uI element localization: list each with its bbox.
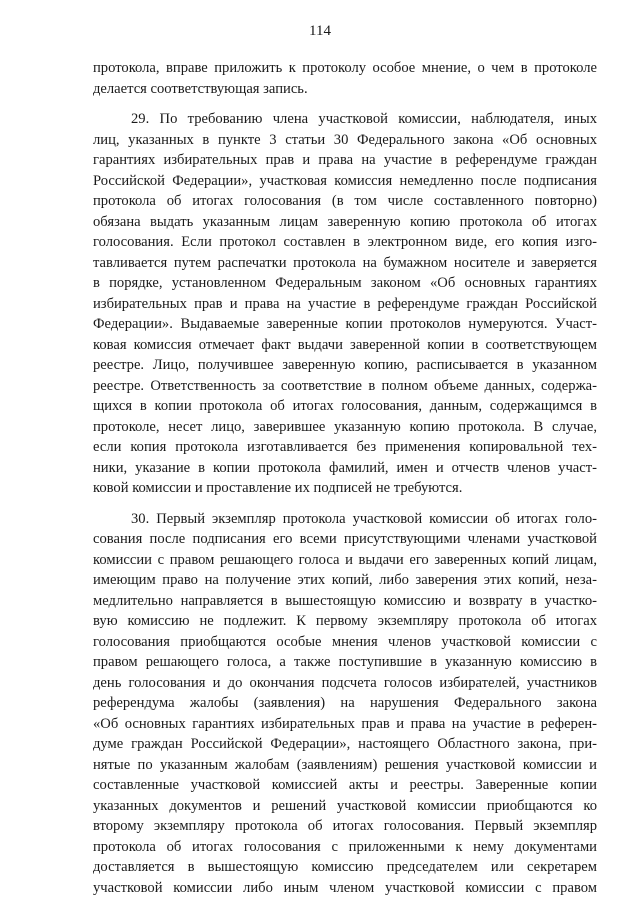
- text-line: избирательных прав и права на участие в референдуме граждан Российской: [93, 295, 597, 312]
- text-line: гарантиях избирательных прав и права на участие в референдуме граждан: [93, 152, 597, 168]
- text-line: правом решающего голоса, а также поступившие в указанную комиссию в: [93, 654, 597, 670]
- text-line: тавливается путем распечатки протокола на бумажном носителе и заверяется: [93, 254, 597, 271]
- text-line: составленные участковой комиссией акты и реестры. Заверенные копии: [93, 777, 597, 793]
- paragraph-continuation: [93, 58, 597, 99]
- text-line: голосования приобщаются особые мнения членов участковой комиссии с: [93, 633, 597, 650]
- text-line: ковая комиссия отмечает факт выдачи заверенной копии в соответствующем: [93, 336, 597, 353]
- paragraph-item-29: [93, 109, 597, 499]
- text-line: протокола об итогах голосования с приложенными к нему документами: [93, 838, 597, 855]
- text-line: реестре. Лицо, получившее заверенную копию, расписывается в указанном: [93, 357, 597, 373]
- text-line: голосования. Если протокол составлен в электронном виде, его копия изго-: [93, 234, 597, 250]
- text-line: указанных документов и решений участковой комиссии приобщаются ко: [93, 797, 597, 814]
- text-line: медлительно направляется в вышестоящую комиссию и возврату в участко-: [93, 592, 597, 609]
- text-line: протокола, вправе приложить к протоколу особое мнение, о чем в протоколе: [93, 60, 597, 76]
- text-line: комиссии с правом решающего голоса и выдачи его заверенных копий лицам,: [93, 551, 597, 568]
- paragraph-item-30: [93, 509, 597, 899]
- text-line: участковой комиссии либо иным членом участковой комиссии с правом: [93, 879, 597, 896]
- text-line: Российской Федерации», участковая комиссия немедленно после подписания: [93, 172, 597, 189]
- text-line: второму экземпляру протокола об итогах голосования. Первый экземпляр: [93, 818, 597, 834]
- text-line: щихся в копии протокола об итогах голосования, данным, содержащимся в: [93, 398, 597, 414]
- text-line: ковой комиссии и проставление их подписей не требуются.: [93, 480, 463, 496]
- text-line: Федерации». Выдаваемые заверенные копии протоколов нумеруются. Участ-: [93, 316, 597, 332]
- text-line: в порядке, установленном Федеральным законом «Об основных гарантиях: [93, 275, 597, 291]
- text-line: протокола об итогах голосования (в том числе составленного повторно): [93, 193, 597, 209]
- text-line: если копия протокола изготавливается без применения копировальной тех-: [93, 439, 597, 455]
- text-line: 30. Первый экземпляр протокола участковой комиссии об итогах голо-: [131, 510, 597, 527]
- text-line: делается соответствующая запись.: [93, 80, 308, 97]
- text-line: думе граждан Российской Федерации», настоящего Областного закона, при-: [93, 736, 597, 752]
- page-number: 114: [309, 23, 331, 39]
- document-body: [93, 58, 597, 898]
- text-line: обязана выдать указанным лицам заверенную копию протокола об итогах: [93, 213, 597, 230]
- text-line: референдума жалобы (заявления) на нарушения Федерального закона: [93, 695, 597, 711]
- text-line: вую комиссию не подлежит. К первому экземпляру протокола об итогах: [93, 613, 597, 629]
- text-line: протоколе, несет лицо, заверившее указанную копию протокола. В случае,: [93, 418, 597, 435]
- text-line: реестре. Ответственность за соответствие в полном объеме данных, содержа-: [93, 377, 597, 394]
- paragraph-gap: [93, 499, 597, 509]
- text-line: лиц, указанных в пункте 3 статьи 30 Федерального закона «Об основных: [93, 131, 597, 148]
- text-line: 29. По требованию члена участковой комиссии, наблюдателя, иных: [131, 111, 597, 127]
- text-line: ники, указание в копии протокола фамилий, имен и отчеств членов участ-: [93, 459, 597, 476]
- text-line: имеющим право на получение этих копий, либо заверения этих копий, неза-: [93, 572, 597, 588]
- text-line: день голосования и до окончания подсчета голосов избирателей, участников: [93, 674, 597, 691]
- text-line: сования после подписания его всеми присутствующими членами участковой: [93, 531, 597, 547]
- text-line: доставляется в вышестоящую комиссию председателем или секретарем: [93, 859, 597, 875]
- paragraph-gap: [93, 99, 597, 109]
- text-line: нятые по указанным жалобам (заявлениям) решения участковой комиссии и: [93, 756, 597, 773]
- text-line: «Об основных гарантиях избирательных прав и права на участие в референ-: [93, 715, 597, 732]
